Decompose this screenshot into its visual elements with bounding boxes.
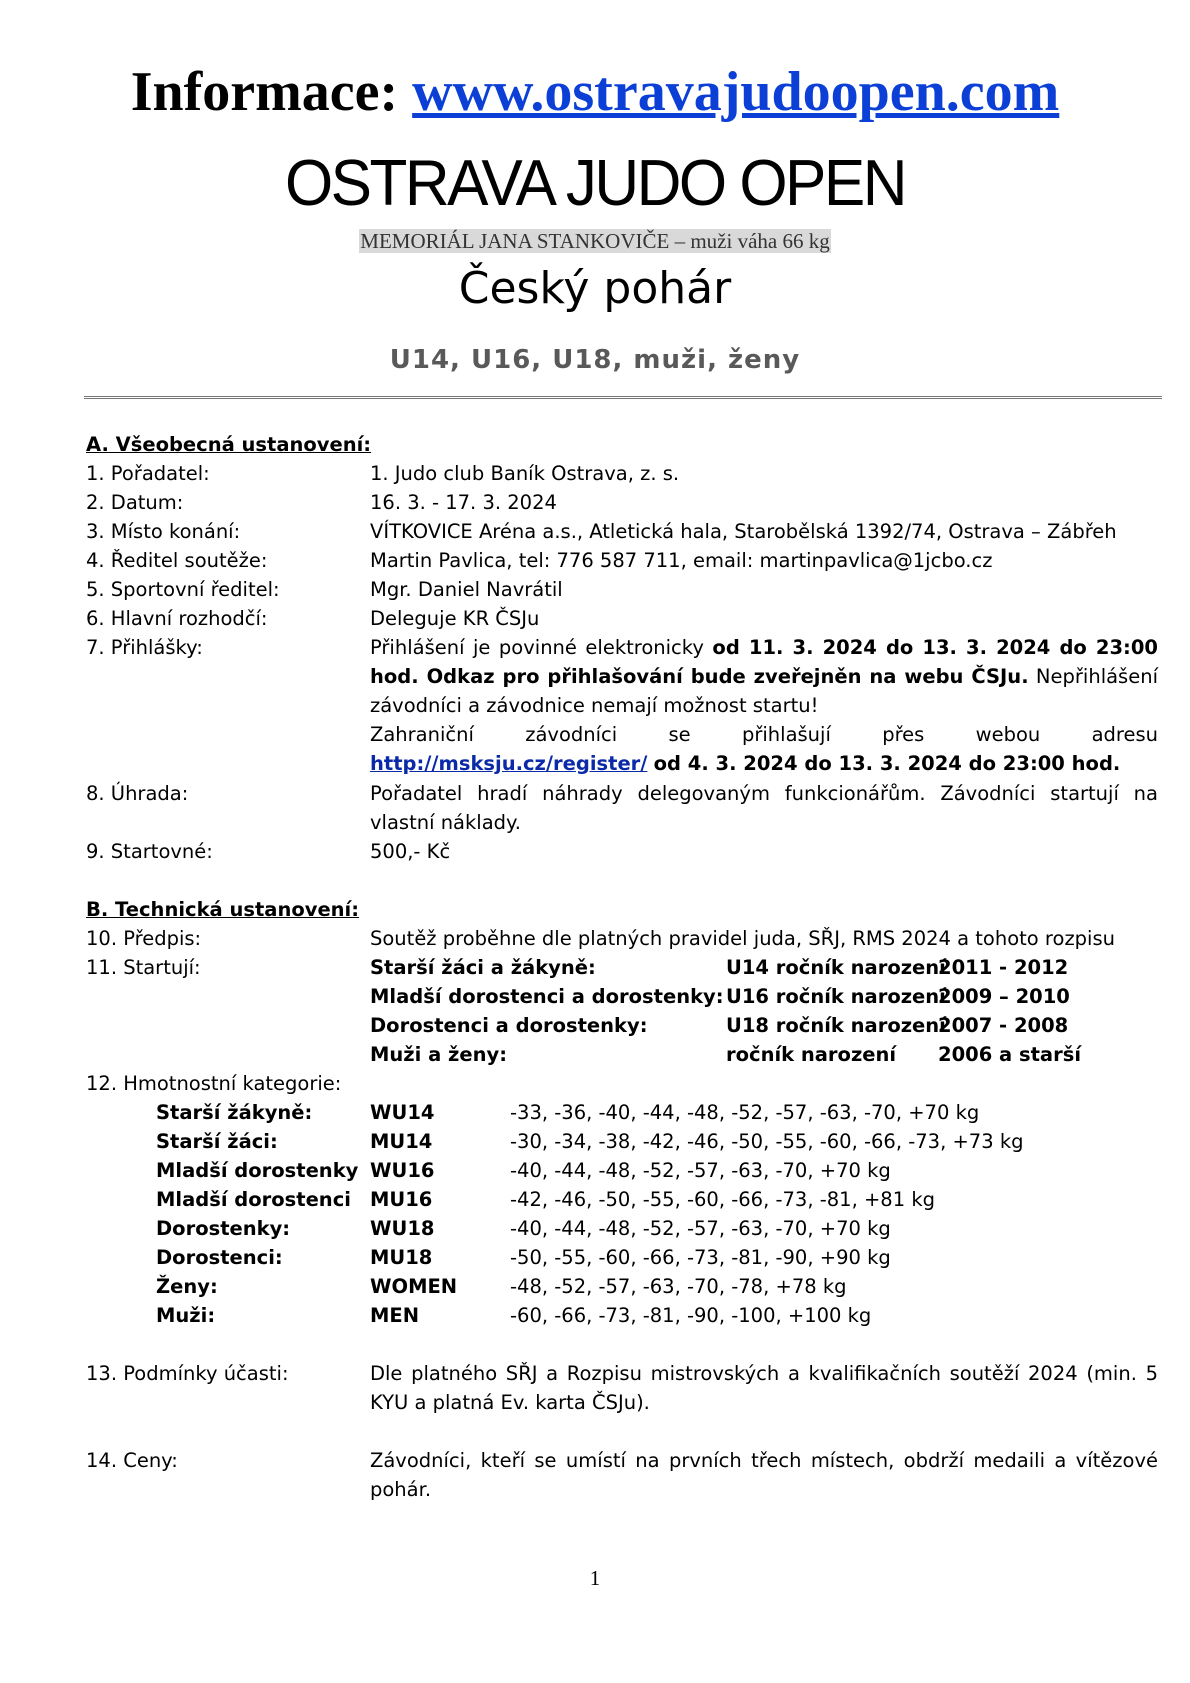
item-label: 6. Hlavní rozhodčí: [86, 607, 268, 630]
weight-group: Starší žáci: [156, 1130, 278, 1153]
prizes-value: Závodníci, kteří se umístí na prvních třech místech, obdrží medaili a vítězové pohár. [370, 1449, 1158, 1501]
document-title: OSTRAVA JUDO OPEN [284, 147, 906, 220]
rules-label: 10. Předpis: [86, 927, 202, 950]
foreign-registration-deadline: od 4. 3. 2024 do 13. 3. 2024 do 23:00 hod. [653, 752, 1121, 775]
item-value: 1. Judo club Baník Ostrava, z. s. [370, 462, 680, 485]
section-b-heading: B. Technická ustanovení: [86, 898, 360, 921]
weight-group: Mladší dorostenky [156, 1159, 359, 1182]
item-value: Mgr. Daniel Navrátil [370, 578, 563, 601]
cup-title: Český pohár [458, 263, 732, 314]
weight-values: -48, -52, -57, -63, -70, -78, +78 kg [510, 1275, 847, 1298]
starter-years: 2006 a starší [938, 1043, 1082, 1066]
weight-values: -33, -36, -40, -44, -48, -52, -57, -63, -70, +70 kg [510, 1101, 980, 1124]
item-value: Deleguje KR ČSJu [370, 607, 540, 630]
foreign-registration-text: Zahraniční závodníci se přihlašují přes webou adresu [370, 723, 1158, 746]
starter-years: 2009 – 2010 [938, 985, 1070, 1008]
weight-group: Ženy: [156, 1275, 218, 1298]
weight-group: Starší žákyně: [156, 1101, 313, 1124]
starter-group: Starší žáci a žákyně: [370, 956, 596, 979]
starter-category: U14 ročník narození [726, 956, 946, 979]
weight-code: MEN [370, 1304, 420, 1327]
item-value: 16. 3. - 17. 3. 2024 [370, 491, 557, 514]
header-divider [84, 396, 1162, 399]
starter-group: Dorostenci a dorostenky: [370, 1014, 648, 1037]
payment-label: 8. Úhrada: [86, 782, 189, 805]
weight-code: MU18 [370, 1246, 433, 1269]
weight-values: -40, -44, -48, -52, -57, -63, -70, +70 kg [510, 1217, 891, 1240]
weight-group: Dorostenci: [156, 1246, 283, 1269]
registration-paragraph-2 [370, 720, 1158, 778]
weight-values: -30, -34, -38, -42, -46, -50, -55, -60, -66, -73, +73 kg [510, 1130, 1024, 1153]
registration-label: 7. Přihlášky: [86, 636, 203, 659]
item-label: 3. Místo konání: [86, 520, 241, 543]
register-link[interactable]: http://msksju.cz/register/ [370, 752, 648, 775]
starter-group: Mladší dorostenci a dorostenky: [370, 985, 724, 1008]
weight-group: Dorostenky: [156, 1217, 291, 1240]
section-a-heading: A. Všeobecná ustanovení: [86, 433, 372, 456]
item-value: Martin Pavlica, tel: 776 587 711, email: martinpavlica@1jcbo.cz [370, 549, 993, 572]
info-label: Informace: [130, 61, 399, 123]
item-label: 2. Datum: [86, 491, 184, 514]
weight-code: MU16 [370, 1188, 433, 1211]
info-website-link[interactable]: www.ostravajudoopen.com [412, 61, 1060, 123]
prizes-label: 14. Ceny: [86, 1449, 178, 1472]
memorial-subtitle [0, 229, 1190, 254]
starter-category: ročník narození [726, 1043, 897, 1066]
registration-deadline: od 11. 3. 2024 do 13. 3. 2024 do 23:00 hod. Odkaz pro přihlašování bude zveřejněn na webu ČSJu. [370, 636, 1158, 688]
memorial-text: MEMORIÁL JANA STANKOVIČE – muži váha 66 kg [360, 229, 830, 253]
weight-code: WU14 [370, 1101, 435, 1124]
item-label: 5. Sportovní ředitel: [86, 578, 280, 601]
weight-values: -60, -66, -73, -81, -90, -100, +100 kg [510, 1304, 872, 1327]
weight-code: WU16 [370, 1159, 435, 1182]
item-value: VÍTKOVICE Aréna a.s., Atletická hala, Starobělská 1392/74, Ostrava – Zábřeh [370, 520, 1117, 543]
conditions-label: 13. Podmínky účasti: [86, 1362, 289, 1385]
weight-code: WOMEN [370, 1275, 458, 1298]
payment-value: Pořadatel hradí náhrady delegovaným funkcionářům. Závodníci startují na vlastní náklady. [370, 782, 1158, 834]
starter-category: U18 ročník narození [726, 1014, 946, 1037]
weight-group: Mladší dorostenci [156, 1188, 351, 1211]
registration-paragraph-1 [370, 633, 1158, 720]
age-categories: U14, U16, U18, muži, ženy [389, 345, 801, 375]
registration-note: Nepřihlášení závodníci a závodnice nemají možnost startu! [370, 665, 1158, 717]
registration-text: Přihlášení je povinné elektronicky [370, 636, 713, 659]
fee-value: 500,- Kč [370, 840, 451, 863]
fee-label: 9. Startovné: [86, 840, 213, 863]
weight-code: WU18 [370, 1217, 435, 1240]
starter-years: 2007 - 2008 [938, 1014, 1069, 1037]
info-line [0, 60, 1190, 124]
page-number: 1 [589, 1566, 601, 1590]
starter-group: Muži a ženy: [370, 1043, 508, 1066]
weight-values: -50, -55, -60, -66, -73, -81, -90, +90 kg [510, 1246, 891, 1269]
conditions-value: Dle platného SŘJ a Rozpisu mistrovských a kvalifikačních soutěží 2024 (min. 5 KYU a platná Ev. karta ČSJu). [370, 1362, 1158, 1414]
rules-value: Soutěž proběhne dle platných pravidel juda, SŘJ, RMS 2024 a tohoto rozpisu [370, 927, 1115, 950]
starter-years: 2011 - 2012 [938, 956, 1069, 979]
weight-code: MU14 [370, 1130, 433, 1153]
weight-values: -40, -44, -48, -52, -57, -63, -70, +70 kg [510, 1159, 891, 1182]
weight-values: -42, -46, -50, -55, -60, -66, -73, -81, +81 kg [510, 1188, 935, 1211]
item-label: 1. Pořadatel: [86, 462, 210, 485]
item-label: 4. Ředitel soutěže: [86, 549, 268, 572]
weights-label: 12. Hmotnostní kategorie: [86, 1072, 342, 1095]
starters-label: 11. Startují: [86, 956, 201, 979]
weight-group: Muži: [156, 1304, 216, 1327]
starter-category: U16 ročník narození [726, 985, 946, 1008]
